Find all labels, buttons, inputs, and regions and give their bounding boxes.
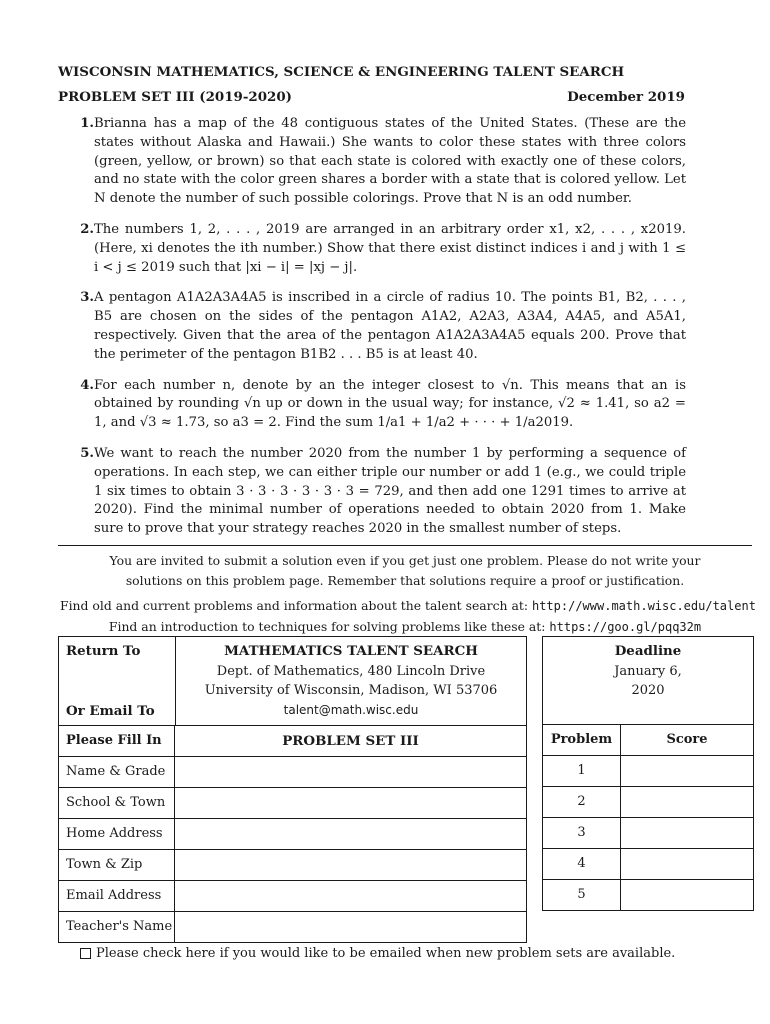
table-row <box>543 818 753 849</box>
problem-2 <box>60 221 686 277</box>
address-block <box>176 637 526 725</box>
resource-links <box>60 596 756 637</box>
form-row-school <box>59 788 526 819</box>
return-address <box>59 637 526 726</box>
table-row <box>543 756 753 787</box>
score-column-header: Score <box>666 732 708 747</box>
field-label: School & Town <box>59 788 175 818</box>
techniques-link-line: Find an introduction to techniques for solving problems like these at: https://goo.gl/pqq32m <box>108 618 702 634</box>
field-label: Home Address <box>59 819 175 849</box>
submission-form <box>58 636 527 943</box>
form-row-name <box>59 757 526 788</box>
problem-5 <box>60 445 686 539</box>
return-to-label: Return To <box>66 643 141 659</box>
table-row <box>543 849 753 880</box>
email-opt-in-checkbox[interactable] <box>80 948 91 959</box>
address-line-1: Dept. of Mathematics, 480 Lincoln Drive <box>216 663 486 679</box>
problem-text: The numbers 1, 2, . . . , 2019 are arranged in an arbitrary order x1, x2, . . . , x2019. (Here, xi denotes the ith number.) Show that there exist distinct indices i and j with 1 ≤ i < j ≤ 2019 such that |xi − i| = |xj − j|. <box>94 221 686 275</box>
problem-number: 2. <box>80 221 94 237</box>
issue-date: December 2019 <box>567 89 685 105</box>
problem-number: 1. <box>80 116 94 131</box>
problem-column-header: Problem <box>543 725 621 755</box>
form-row-teacher <box>59 912 526 942</box>
score-header-row <box>543 725 753 756</box>
score-cell <box>621 849 753 879</box>
page-title: WISCONSIN MATHEMATICS, SCIENCE & ENGINEERING TALENT SEARCH <box>58 64 625 80</box>
problem-number-cell: 3 <box>543 818 621 848</box>
score-cell <box>621 756 753 786</box>
form-header-row <box>59 726 526 757</box>
field-label: Teacher's Name <box>59 912 175 942</box>
address-line-2: University of Wisconsin, Madison, WI 53706 <box>204 683 498 698</box>
problem-number: 3. <box>80 290 94 306</box>
table-row <box>543 787 753 818</box>
problem-4 <box>60 377 686 433</box>
invitation-note: You are invited to submit a solution even if you get just one problem. Please do not write your solutions on this problem page. Remember that solutions require a proof or justification. <box>109 553 701 588</box>
problem-1 <box>60 115 686 209</box>
problem-set-title: PROBLEM SET III <box>282 733 419 749</box>
problem-number: 4. <box>80 377 94 393</box>
problem-text: A pentagon A1A2A3A4A5 is inscribed in a circle of radius 10. The points B1, B2, . . . , B5 are chosen on the sides of the pentagon A1A2, A2A3, A3A4, A4A5, and A5A1, respectively. Given that the area of the pentagon A1A2A3A4A5 equals 200. Prove that the perimeter of the pentagon B1B2 . . . B5 is at least 40. <box>94 290 686 362</box>
fill-in-label: Please Fill In <box>59 726 175 756</box>
table-row <box>543 880 753 910</box>
name-grade-input[interactable] <box>175 757 526 787</box>
deadline-block <box>543 637 753 725</box>
score-panel <box>542 636 754 911</box>
field-label: Town & Zip <box>59 850 175 880</box>
deadline-date-line-2: 2020 <box>631 683 665 698</box>
email-opt-in-label: Please check here if you would like to be emailed when new problem sets are available. <box>96 946 676 961</box>
home-address-input[interactable] <box>175 819 526 849</box>
problem-text: For each number n, denote by an the integer closest to √n. This means that an is obtained by rounding √n up or down in the usual way; for instance, √2 ≈ 1.41, so a2 = 1, and √3 ≈ 1.73, so a3 = 2. Find the sum 1/a1 + 1/a2 + · · · + 1/a2019. <box>94 377 686 431</box>
techniques-url[interactable]: https://goo.gl/pqq32m <box>549 619 702 634</box>
school-town-input[interactable] <box>175 788 526 818</box>
email-address-input[interactable] <box>175 881 526 911</box>
archive-link-line: Find old and current problems and information about the talent search at: http://www.math.wisc.edu/talent <box>60 598 756 613</box>
score-cell <box>621 818 753 848</box>
email-opt-in <box>80 946 675 961</box>
deadline-date-line-1: January 6, <box>614 663 682 679</box>
form-row-town <box>59 850 526 881</box>
score-cell <box>621 880 753 910</box>
problem-text: Brianna has a map of the 48 contiguous states of the United States. (These are the states without Alaska and Hawaii.) She wants to color these states with three colors (green, yellow, or brown) so that each state is colored with exactly one of these colors, and no state with the color green shares a border with a state that is colored yellow. Let N denote the number of such possible colorings. Prove that N is an odd number. <box>94 116 686 207</box>
problem-set-label: PROBLEM SET III (2019-2020) <box>58 89 293 105</box>
problem-text: We want to reach the number 2020 from the number 1 by performing a sequence of operations. In each step, we can either triple our number or add 1 (e.g., we could triple 1 six times to obtain 3 · 3 · 3 · 3 · 3 · 3 = 729, and then add one 1291 times to arrive at 2020). Find the minimal number of operations needed to obtain 2020 from 1. Make sure to prove that your strategy reaches 2020 in the smallest number of steps. <box>94 445 686 537</box>
field-label: Name & Grade <box>59 757 175 787</box>
teacher-name-input[interactable] <box>175 912 526 942</box>
archive-url[interactable]: http://www.math.wisc.edu/talent <box>531 599 756 613</box>
deadline-label: Deadline <box>614 643 682 659</box>
header-line <box>58 89 685 105</box>
problem-3 <box>60 289 686 364</box>
form-row-address <box>59 819 526 850</box>
form-row-email <box>59 881 526 912</box>
problem-number-cell: 1 <box>543 756 621 786</box>
problem-number-cell: 2 <box>543 787 621 817</box>
score-cell <box>621 787 753 817</box>
problem-number: 5. <box>80 445 94 461</box>
town-zip-input[interactable] <box>175 850 526 880</box>
submission-email[interactable]: talent@math.wisc.edu <box>283 702 419 717</box>
problem-number-cell: 4 <box>543 849 621 879</box>
or-email-label: Or Email To <box>66 703 155 719</box>
problem-number-cell: 5 <box>543 880 621 910</box>
organization-name: MATHEMATICS TALENT SEARCH <box>224 643 478 659</box>
problem-list <box>60 115 686 551</box>
field-label: Email Address <box>59 881 175 911</box>
divider <box>58 545 752 546</box>
